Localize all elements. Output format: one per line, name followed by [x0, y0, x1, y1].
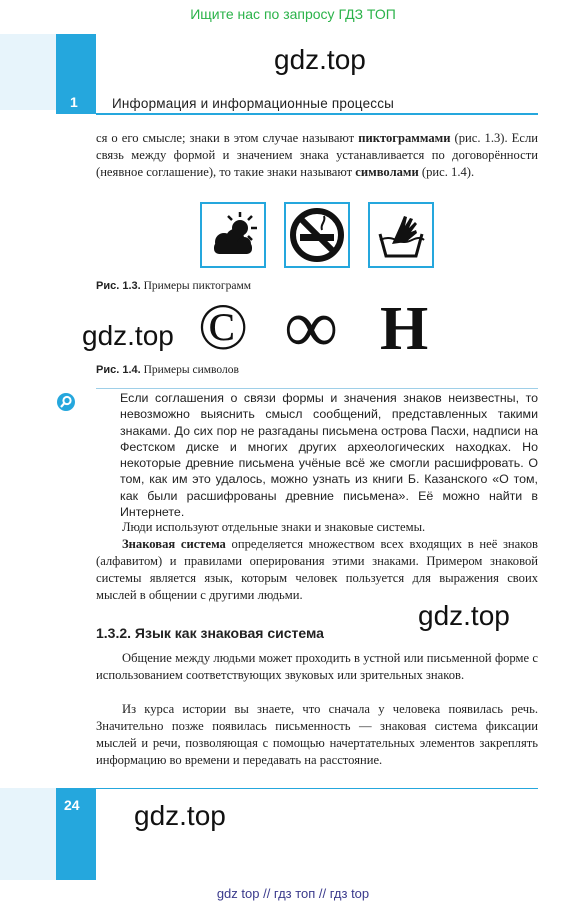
weather-sun-cloud-icon	[200, 202, 266, 268]
watermark: gdz.top	[82, 320, 174, 351]
figure-caption-1-3: Рис. 1.3. Примеры пиктограмм	[96, 280, 251, 292]
watermark: gdz.top	[418, 600, 510, 631]
footer-rule	[96, 788, 538, 789]
paragraph-sign-system: Знаковая система определяется множеством всех входящих в неё знаков (алфавитом) и правилами оперирования этими знаками. Примером знаковой системы является язык, которым человек пользуется для выражения своих мыслей в общении с другими людьми.	[96, 537, 538, 602]
chapter-number: 1	[70, 94, 78, 110]
intro-paragraph: ся о его смысле; знаки в этом случае называют пиктограммами (рис. 1.3). Если связь между формой и значением знака устанавливается по договорённости (неявное соглашение), то такие знаки называют символами (рис. 1.4).	[96, 131, 538, 179]
note-divider	[96, 388, 538, 389]
paragraph: Люди используют отдельные знаки и знаковые системы.	[122, 520, 426, 534]
copyright-symbol: ©	[198, 291, 249, 364]
chapter-title: Информация и информационные процессы	[112, 96, 395, 111]
figure-caption-1-4: Рис. 1.4. Примеры символов	[96, 364, 239, 376]
infinity-symbol: ∞	[284, 285, 339, 369]
top-banner: Ищите нас по запросу ГДЗ ТОП	[190, 6, 396, 22]
header-rule	[96, 113, 538, 115]
page-number: 24	[64, 797, 80, 813]
letter-symbol: Н	[380, 295, 429, 363]
magnifier-icon	[57, 393, 75, 411]
left-margin-band	[0, 34, 56, 110]
left-margin-band	[0, 788, 56, 880]
footer-links: gdz top // гдз топ // гдз top	[216, 886, 370, 901]
watermark: gdz.top	[274, 44, 366, 75]
paragraph: Общение между людьми может проходить в устной или письменной форме с использованием соответствующих звуковых или зрительных знаков.	[96, 651, 538, 682]
hand-wash-icon	[368, 202, 434, 268]
watermark: gdz.top	[134, 800, 226, 831]
no-smoking-icon	[284, 202, 350, 268]
sidebar-note: Если соглашения о связи формы и значения знаков неизвестны, то невозможно выяснить смысл сообщений, представленных такими знаками. До сих пор не разгаданы письмена острова Пасхи, надписи на Фестском диске и многих других археологических находках. Но некоторые древние письмена учёные всё же смогли расшифровать. О том, как им это удалось, можно узнать из книги Б. Казанского «О том, как были расшифрованы древние письмена». Её можно найти в Интернете.	[120, 391, 538, 520]
paragraph: Из курса истории вы знаете, что сначала у человека появилась речь. Значительно позже появилась письменность — знаковая система фиксации мыслей и речи, позволяющая с помощью начертательных элементов закреплять информацию во времени и передавать на расстояние.	[96, 702, 538, 767]
section-heading: 1.3.2. Язык как знаковая система	[96, 625, 324, 641]
